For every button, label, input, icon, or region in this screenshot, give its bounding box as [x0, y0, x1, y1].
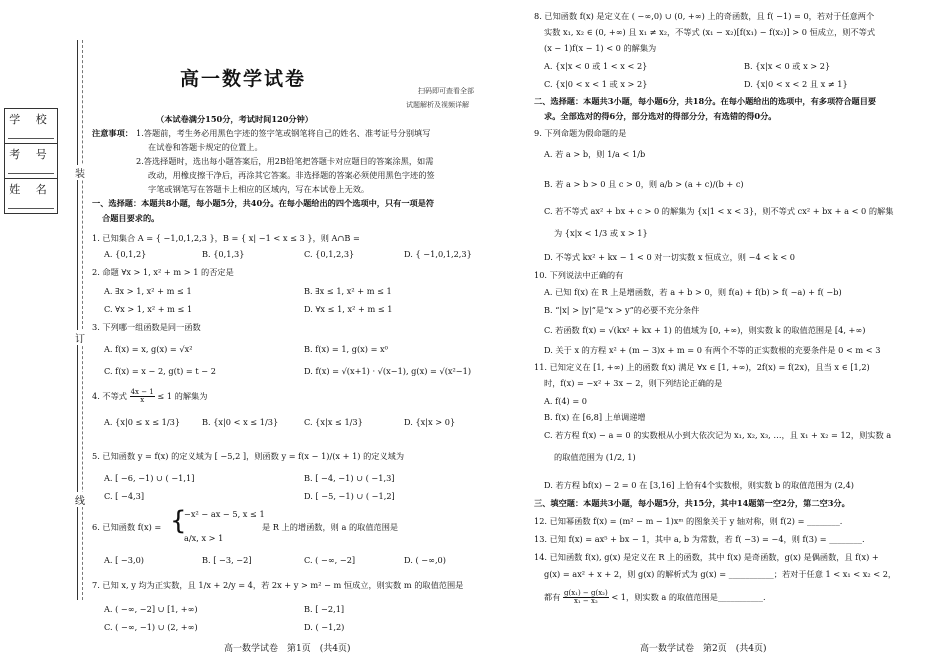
question-14-line-2: g(x) = ax² + x + 2，则 g(x) 的解析式为 g(x) = ___________；若对于任意 1 < x₁ < x₂ < 2， [544, 569, 897, 579]
question-12: 12. 已知幂函数 f(x) = (m² − m − 1)xᵐ 的图象关于 y 轴对称，则 f(2) = ________. [534, 516, 843, 526]
q8-option-b: B. {x|x < 0 或 x > 2} [744, 61, 831, 71]
q14-fraction: $\frac{\text{g(x₁) − g(x₂)}}{\text{x₁ − x₂}}$ [564, 589, 608, 606]
q11-option-b: B. f(x) 在 [6,8] 上单调递增 [544, 412, 646, 422]
q6-option-d: D. ( −∞,0) [404, 555, 446, 565]
question-4-stem: 4. 不等式 $\frac{4x - 1}{x}$ ≤ 1 的解集为 [92, 388, 208, 405]
section-1-heading: 一、选择题：本题共8小题，每小题5分，共40分。在每小题给出的四个选项中，只有一项是符 [92, 198, 435, 208]
notice-line: 字笔或钢笔写在答题卡上相应的区域内，写在本试卷上无效。 [148, 184, 370, 194]
piecewise-brace: { [170, 506, 187, 536]
question-7-stem: 7. 已知 x, y 均为正实数，且 1/x + 2/y = 4，若 2x + y > m² − m 恒成立，则实数 m 的取值范围是 [92, 580, 464, 590]
exam-title: 高一数学试卷 [180, 68, 307, 90]
binding-margin [0, 0, 85, 664]
question-8-line: 实数 x₁, x₂ ∈ (0, +∞) 且 x₁ ≠ x₂，不等式 (x₁ − x₂)[f(x₁) − f(x₂)] > 0 恒成立，则不等式 [544, 27, 876, 37]
notice-line: 2.答选择题时，选出每小题答案后，用2B铅笔把答题卡对应题目的答案涂黑，如需 [136, 156, 434, 166]
question-10-stem: 10. 下列说法中正确的有 [534, 270, 624, 280]
q3-option-b: B. f(x) = 1, g(x) = x⁰ [304, 344, 388, 354]
exam-number-field[interactable]: 考 号 [5, 144, 57, 179]
q5-option-d: D. [ −5, −1) ∪ ( −1,2] [304, 491, 395, 501]
bind-mark-xian: 线 [73, 492, 87, 507]
q4-option-d: D. {x|x > 0} [404, 417, 456, 427]
q6-option-a: A. [ −3,0) [104, 555, 144, 565]
question-11-line: 11. 已知定义在 [1, +∞) 上的函数 f(x) 满足 ∀x ∈ [1, +∞)，2f(x) = f(2x)，且当 x ∈ [1,2) [534, 362, 870, 372]
q5-option-c: C. [ −4,3] [104, 491, 145, 501]
q7-option-b: B. [ −2,1] [304, 604, 345, 614]
q7-option-d: D. ( −1,2) [304, 622, 345, 632]
binding-line [77, 40, 78, 600]
question-8-line: (x − 1)f(x − 1) < 0 的解集为 [544, 43, 657, 53]
q6-case-1: −x² − ax − 5, x ≤ 1 [184, 509, 265, 519]
q2-option-a: A. ∃x > 1, x² + m ≤ 1 [104, 286, 192, 296]
question-14-line-1: 14. 已知函数 f(x), g(x) 是定义在 R 上的函数，其中 f(x) 是奇函数，g(x) 是偶函数，且 f(x) + [534, 552, 879, 562]
bind-mark-zhuang: 装 [73, 165, 87, 180]
notice-title: 注意事项： [92, 128, 133, 138]
q11-option-c-cont: 的取值范围为 (1/2, 1) [554, 452, 636, 462]
question-14-line-3: 都有 $\frac{\text{g(x₁) − g(x₂)}}{\text{x₁ − x₂}}$ < 1，则实数 a 的取值范围是___________. [544, 589, 766, 606]
q5-option-b: B. [ −4, −1) ∪ ( −1,3] [304, 473, 395, 483]
page-2-column [534, 0, 944, 664]
q6-case-2: a/x, x > 1 [184, 533, 224, 543]
notice-line: 改动，用橡皮擦干净后，再涂其它答案。非选择题的答案必须使用黑色字迹的签 [148, 170, 435, 180]
q8-option-c: C. {x|0 < x < 1 或 x > 2} [544, 79, 648, 89]
q4-fraction: $\frac{4x - 1}{x}$ [130, 388, 154, 405]
q8-option-d: D. {x|0 < x < 2 且 x ≠ 1} [744, 79, 848, 89]
q7-option-c: C. ( −∞, −1) ∪ (2, +∞) [104, 622, 198, 632]
q3-option-c: C. f(x) = x − 2, g(t) = t − 2 [104, 366, 216, 376]
q9-option-c-cont: 为 {x|x < 1/3 或 x > 1} [554, 228, 648, 238]
q4-option-a: A. {x|0 ≤ x ≤ 1/3} [104, 417, 181, 427]
q7-option-a: A. ( −∞, −2] ∪ [1, +∞) [104, 604, 198, 614]
notice-line: 在试卷和答题卡规定的位置上。 [148, 142, 263, 152]
scan-note-2: 试题解析及视频详解 [406, 101, 469, 109]
q2-option-b: B. ∃x ≤ 1, x² + m ≤ 1 [304, 286, 392, 296]
q11-option-a: A. f(4) = 0 [544, 396, 588, 406]
q4-option-c: C. {x|x ≤ 1/3} [304, 417, 363, 427]
q3-option-a: A. f(x) = x, g(x) = √x² [104, 344, 193, 354]
question-9-stem: 9. 下列命题为假命题的是 [534, 128, 627, 138]
q9-option-a: A. 若 a > b，则 1/a < 1/b [544, 149, 646, 159]
q10-option-a: A. 已知 f(x) 在 R 上是增函数，若 a + b > 0，则 f(a) + f(b) > f( −a) + f( −b) [544, 287, 842, 297]
q10-option-c: C. 若函数 f(x) = √(kx² + kx + 1) 的值域为 [0, +∞)，则实数 k 的取值范围是 [4, +∞) [544, 325, 866, 335]
footer-page-2: 高一数学试卷 第2页 (共4页) [640, 644, 767, 654]
student-info-box [4, 108, 58, 214]
question-6-stem-b: 是 R 上的增函数，则 a 的取值范围是 [262, 522, 399, 532]
q9-option-d: D. 不等式 kx² + kx − 1 < 0 对一切实数 x 恒成立，则 −4 < k < 0 [544, 252, 795, 262]
q5-option-a: A. [ −6, −1) ∪ ( −1,1] [104, 473, 195, 483]
section-3-heading: 三、填空题：本题共3小题，每小题5分，共15分，其中14题第一空2分，第二空3分。 [534, 498, 850, 508]
question-1-stem: 1. 已知集合 A = { −1,0,1,2,3 }，B = { x| −1 < x ≤ 3 }，则 A∩B = [92, 233, 360, 243]
question-5-stem: 5. 已知函数 y = f(x) 的定义域为 [ −5,2 ]，则函数 y = f(x − 1)/(x + 1) 的定义域为 [92, 451, 405, 461]
q8-option-a: A. {x|x < 0 或 1 < x < 2} [544, 61, 648, 71]
section-2-heading-cont: 求。全部选对的得6分，部分选对的得部分分，有选错的得0分。 [544, 111, 777, 121]
exam-info: （本试卷满分150分，考试时间120分钟） [156, 114, 313, 124]
section-1-heading-cont: 合题目要求的。 [102, 213, 160, 223]
q11-option-c: C. 若方程 f(x) − a = 0 的实数根从小到大依次记为 x₁, x₂, x₃, …，且 x₁ + x₂ = 12，则实数 a [544, 430, 892, 440]
q10-option-b: B. “|x| > |y|”是“x > y”的必要不充分条件 [544, 305, 700, 315]
q3-option-d: D. f(x) = √(x+1) · √(x−1), g(x) = √(x²−1) [304, 366, 472, 376]
q6-option-c: C. ( −∞, −2] [304, 555, 356, 565]
notice-line: 1.答题前，考生务必用黑色字迹的签字笔或钢笔将自己的姓名、准考证号分别填写 [136, 128, 431, 138]
q9-option-c: C. 若不等式 ax² + bx + c > 0 的解集为 {x|1 < x < 3}，则不等式 cx² + bx + a < 0 的解集 [544, 206, 894, 216]
q2-option-d: D. ∀x ≤ 1, x² + m ≤ 1 [304, 304, 393, 314]
q1-option-a: A. {0,1,2} [104, 249, 147, 259]
q10-option-d: D. 关于 x 的方程 x² + (m − 3)x + m = 0 有两个不等的正实数根的充要条件是 0 < m < 3 [544, 345, 881, 355]
question-2-stem: 2. 命题 ∀x > 1, x² + m > 1 的否定是 [92, 267, 234, 277]
q2-option-c: C. ∀x > 1, x² + m ≤ 1 [104, 304, 193, 314]
school-field[interactable]: 学 校 [5, 109, 57, 144]
q9-option-b: B. 若 a > b > 0 且 c > 0，则 a/b > (a + c)/(b + c) [544, 179, 744, 189]
question-3-stem: 3. 下列哪一组函数是同一函数 [92, 322, 201, 332]
question-11-line: 时，f(x) = −x² + 3x − 2，则下列结论正确的是 [544, 378, 723, 388]
question-8-line: 8. 已知函数 f(x) 是定义在 ( −∞,0) ∪ (0, +∞) 上的奇函数，且 f( −1) = 0，若对于任意两个 [534, 11, 875, 21]
q11-option-d: D. 若方程 bf(x) − 2 = 0 在 [3,16] 上恰有4个实数根，则实数 b 的取值范围为 (2,4) [544, 480, 854, 490]
q6-option-b: B. [ −3, −2] [202, 555, 252, 565]
footer-page-1: 高一数学试卷 第1页 (共4页) [224, 644, 351, 654]
q1-option-b: B. {0,1,3} [202, 249, 245, 259]
scan-note-1: 扫码即可查看全部 [418, 87, 474, 95]
q4-option-b: B. {x|0 < x ≤ 1/3} [202, 417, 279, 427]
question-6-stem-a: 6. 已知函数 f(x) = [92, 522, 162, 532]
binding-dashed-line [82, 40, 83, 600]
section-2-heading: 二、选择题：本题共3小题，每小题6分，共18分。在每小题给出的选项中，有多项符合题目要 [534, 96, 877, 106]
bind-mark-ding: 订 [73, 330, 87, 345]
page-1-column [92, 0, 510, 664]
q1-option-c: C. {0,1,2,3} [304, 249, 355, 259]
name-field[interactable]: 姓 名 [5, 179, 57, 213]
q1-option-d: D. { −1,0,1,2,3} [404, 249, 472, 259]
question-13: 13. 已知 f(x) = ax⁵ + bx − 1，其中 a, b 为常数，若 f( −3) = −4，则 f(3) = ________. [534, 534, 865, 544]
